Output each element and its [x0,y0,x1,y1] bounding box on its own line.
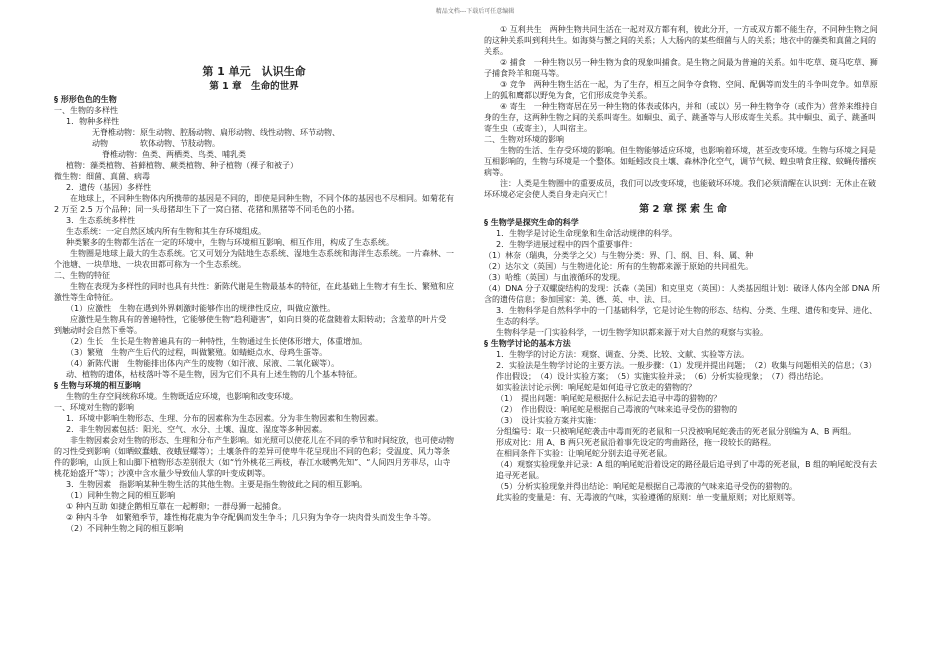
text-line: ① 互利共生 两种生物共同生活在一起对双方都有利，彼此分开，一方或双方都不能生存，不同种生物之间的这种关系叫到利共生。如海葵与蟹之间的关系；人大肠内的某些细菌与人的关系；地衣中的藻类和真菌之间的关系。 [484,25,878,56]
text-line: 3．生物科学是自然科学中的一门基础科学，它是讨论生物的形态、结构、分类、生理、遗传和变异、进化、生态的科学。 [496,306,878,326]
right-text-body-b [484,217,882,503]
right-text-body-a [484,24,882,200]
text-line: 2．生物学进展过程中的四个重要事件： [496,240,638,249]
text-line: 生物的生活、生存受环境的影响。但生物能够适应环境，也影响着环境，甚至改变环境。生物与环境之间是互相影响的，生物与环境是一个整体。如蚯蚓改良土壤、森林净化空气，调节气候、蝗虫啃食庄稼、蚊蝇传播疾病等。 [484,146,876,177]
text-line: 植物：藻类植物、苔藓植物、蕨类植物、种子植物（裸子和被子） [66,161,298,170]
text-line: ③ 竞争 两种生物生活在一起，为了生存，相互之间争夺食物、空间、配偶等而发生的斗争叫竞争。如草原上的狐和鹰都以野兔为食，它们形成竞争关系。 [484,80,878,100]
text-line: 2．实验法是生物学讨论的主要方法。一般步骤：（1）发现并提出问题； （2）收集与问题相关的信息；（3）作出假设； （4）设计实验方案； （5）实施实验并录； （6）分析实验现象； （7）得出结论。 [496,361,877,381]
right-column [484,24,882,503]
header-note: 精品文档---下载后可任意编辑 [435,8,515,15]
text-line: 生物的生存空间统称环境。生物既适应环境，也影响和改变环境。 [66,392,298,401]
text-line: 无脊椎动物：原生动物、腔肠动物、扁形动物、线性动物、环节动物、 [92,128,340,137]
text-line: 应激性是生物具有的普遍特性，它能够使生物“趋利避害”，如向日葵的花盘随着太阳转动；含羞草的叶片受到触动时会自然下垂等。 [54,315,447,335]
text-line: （1） 提出问题：响尾蛇是根据什么标记去追寻中毒的猎物的？ [496,394,722,403]
section-heading: § 生物与环境的相互影响 [54,381,141,390]
left-column [54,52,454,534]
text-line: 2．非生物因素包括：阳光、空气、水分、土壤、温度、湿度等多种因素。 [66,425,328,434]
section-heading: § 生物学讨论的基本方法 [484,339,571,348]
chapter-title: 第 1 章 生命的世界 [209,81,299,92]
text-line: 二、生物的特征 [54,271,110,280]
text-line: （5）分析实验现象并得出结论：响尾蛇是根据自己毒液的气味来追寻受伤的猎物的。 [496,482,798,491]
left-text-body [54,94,454,534]
text-line: 1．生物学的讨论方法：观察、调查、分类、比较、文献、实验等方法。 [496,350,750,359]
text-line: 2．遗传（基因）多样性 [66,183,152,192]
text-line: （4）新陈代谢 生物能排出体内产生的废物（如汗液、尿液、二氧化碳等）。 [66,359,340,368]
text-line: 3．生物因素 指影响某种生物生活的其他生物。主要是指生物彼此之间的相互影响。 [66,480,368,489]
text-line: （1）应激性 生物在遇到外界刺激时能够作出的规律性反应，叫做应激性。 [66,304,336,313]
text-line: ① 种内互助 如捷企鹅相互靠在一起孵卵；一群母狮一起捕食。 [66,502,287,511]
text-line: （3）哈维（英国）与血液循环的发现。 [484,273,626,282]
text-line: 1．生物学是讨论生命现象和生命活动规律的科学。 [496,229,678,238]
text-line: 形成对比：用 A、B 两只死老鼠沿着事先设定的弯曲路径，拖一段较长的路程。 [496,438,777,447]
text-line: 二、生物对环境的影响 [484,135,564,144]
text-line: 如实验法讨论示例：响尾蛇是如何追寻它放走的猎物的？ [496,383,696,392]
text-line: 动物 软体动物、节肢动物。 [92,139,220,148]
chapter2-title: 第 2 章 探 索 生 命 [639,204,727,215]
text-line: 非生物因素会对生物的形态、生理和分布产生影响。如光照可以使花儿在不同的季节和时间绽放，也可使动物的习性受到影响（如晒蚊蠢蛾、夜蛾昼螺等）；土壤条件的差异可使卑牛花呈现出不同的色彩；受温度、风力等条件的影响，山顶上和山脚下植物形态差别很大（如“竹外桃花三两枝，春江水暖鸭先知”、“人间四月芳菲尽，山寺桃花始盛开”等）；沙漠中含水量少导致仙人掌的叶变成刺等。 [54,436,454,478]
text-line: 微生物：细菌、真菌、病毒 [54,172,150,181]
text-line: （3） 设计实验方案并实施： [496,416,602,425]
text-line: 生物圈是地球上最大的生态系统。它又可划分为陆地生态系统、湿地生态系统和海洋生态系统。一片森林、一个池塘、一块草地、一块农田都可称为一个生态系统。 [54,249,454,269]
text-line: 生物科学是一门实验科学，一切生物学知识都来源于对大自然的观察与实验。 [496,328,768,337]
text-line: 动、植物的遗体，枯枝落叶等不是生物，因为它们不具有上述生物的几个基本特征。 [66,370,362,379]
text-line: （4）DNA 分子双螺旋结构的发现：沃森（美国）和克里克（英国）：人类基因组计划：破译人体内全部 DNA 所含的遗传信息；参加国家：美、德、英、中、法、日。 [484,284,880,304]
text-line: （2）不同种生物之间的相互影响 [66,524,184,533]
text-line: 3．生态系统多样性 [66,216,136,225]
text-line: （3）繁殖 生物产生后代的过程，叫做繁殖。如蜻蜓点水、母鸡生蛋等。 [66,348,328,357]
text-line: 此实验的变量是：有、无毒液的气味，实验遵循的原则：单一变量原则；对比原则等。 [496,493,800,502]
text-line: 一、生物的多样性 [54,106,118,115]
text-line: 分组编号：取一只被响尾蛇袭击中毒而死的老鼠和一只没被响尾蛇袭击的死老鼠分别编为 A、B 两组。 [496,427,857,436]
text-line: 在地球上，不同种生物体内所携带的基因是不同的，即使是同种生物，不同个体的基因也不尽相同。如菊花有 2 万至 2.5 万个品种；同一头母猪却生下了一窝白猪、花猪和黑猪等不同毛色的小猪。 [54,194,454,214]
text-line: 生态系统：一定自然区域内所有生物和其生存环境组成。 [66,227,266,236]
unit-title: 第 1 单元 认识生命 [202,65,306,78]
text-line: （1）同种生物之间的相互影响 [66,491,176,500]
section-heading: § 形形色色的生物 [54,95,117,104]
text-line: 脊椎动物：鱼类、两栖类、鸟类、哺乳类 [102,150,246,159]
text-line: ② 种内斗争 如繁殖季节，雄性梅花鹿为争夺配偶而发生争斗；几只狗为争夺一块肉骨头而发生争斗等。 [66,513,436,522]
text-line: （4）观察实验现象并记录：A 组的响尾蛇沿着设定的路径最后追寻到了中毒的死老鼠，B 组的响尾蛇没有去追寻死老鼠。 [496,460,878,480]
text-line: ④ 寄生 一种生物寄居在另一种生物的体表或体内，并和（或以）另一种生物争夺（或作为）营养来维持自身的生存，这两种生物之间的关系叫寄生。如蛔虫、虱子、跳蚤等与人形成寄生关系。其中蛔虫、虱子、跳蚤叫寄生虫（或寄主），人叫宿主。 [484,102,878,133]
text-line: 1．物种多样性 [66,117,120,126]
text-line: 注：人类是生物圈中的重要成员，我们可以改变环境，也能破坏环境。我们必须清醒在认识到：无休止在破坏环境必定会使人类自身走向灭亡！ [484,179,876,199]
text-line: （2）达尔文（英国）与生物进化论：所有的生物都来源于原始的共同祖先。 [484,262,754,271]
text-line: （2） 作出假设：响尾蛇是根据自己毒液的气味来追寻受伤的猎物的 [496,405,738,414]
section-heading: § 生物学是探究生命的科学 [484,218,579,227]
text-line: （1）林奈（瑞典，分类学之父）与生物分类：界、门、纲、目、科、属、种 [484,251,754,260]
text-line: 生物在表现为多样性的同时也具有共性：新陈代谢是生物最基本的特征，在此基础上生物才有生长、繁殖和应激性等生命特征。 [54,282,454,302]
text-line: （2）生长 生长是生物普遍具有的一种特性，生物通过生长使体形增大，体重增加。 [66,337,368,346]
text-line: ② 捕食 一种生物以另一种生物为食的现象叫捕食。是生物之间最为普遍的关系。如牛吃草、斑马吃草、狮子捕食羚羊和斑马等。 [484,58,878,78]
text-line: 在相同条件下实验：让响尾蛇分别去追寻死老鼠。 [496,449,672,458]
text-line: 一、环境对生物的影响 [54,403,134,412]
text-line: 种类繁多的生物都生活在一定的环境中，生物与环境相互影响、相互作用，构成了生态系统。 [66,238,394,247]
text-line: 1．环境中影响生物形态、生理、分布的因素称为生态因素。分为非生物因素和生物因素。 [66,414,384,423]
